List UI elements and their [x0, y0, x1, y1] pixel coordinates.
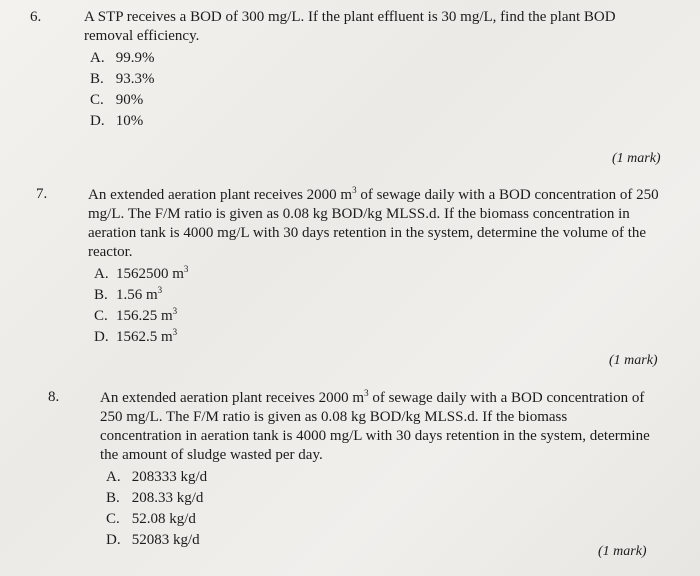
option-d: D. 10% — [90, 113, 144, 129]
question-8-options — [100, 467, 652, 551]
question-6-mark: (1 mark) — [612, 151, 661, 166]
question-8 — [100, 389, 652, 551]
option-c: C. 90% — [90, 92, 144, 108]
option-b: B. 93.3% — [90, 71, 155, 87]
option-b: B. 208.33 kg/d — [106, 490, 204, 506]
option-a: A. 99.9% — [90, 50, 155, 66]
question-6-number: 6. — [30, 9, 42, 25]
question-7-number: 7. — [36, 186, 48, 202]
option-c: C. 52.08 kg/d — [106, 511, 196, 527]
question-8-number: 8. — [48, 389, 60, 405]
question-7 — [88, 186, 660, 348]
option-b: B. 1.56 $m^3$ — [94, 285, 163, 303]
question-7-text: An extended aeration plant receives 2000 $m^3$ of sewage daily with a BOD concentration of 250 mg/L. The F/M ratio is given as 0.08 kg BOD/kg MLSS.d. If the biomass concentration in aeration tank is 4000 mg/L with 30 days retention in the system, determine the volume of the reactor. — [88, 185, 659, 260]
question-7-mark: (1 mark) — [609, 353, 658, 368]
question-6-text: A STP receives a BOD of 300 mg/L. If the plant effluent is 30 mg/L, find the plant BOD removal efficiency. — [84, 9, 616, 44]
option-d: D. 1562.5 $m^3$ — [94, 327, 178, 345]
question-8-mark: (1 mark) — [598, 544, 647, 559]
question-8-text: An extended aeration plant receives 2000 $m^3$ of sewage daily with a BOD concentration of 250 mg/L. The F/M ratio is given as 0.08 kg BOD/kg MLSS.d. If the biomass concentration in aeration tank is 4000 mg/L with 30 days retention in the system, determine the amount of sludge wasted per day. — [100, 388, 650, 463]
option-d: D. 52083 kg/d — [106, 532, 200, 548]
question-7-options — [88, 264, 660, 348]
option-c: C. 156.25 $m^3$ — [94, 306, 178, 324]
option-a: A. 1562500 $m^3$ — [94, 264, 189, 282]
question-6-options — [84, 48, 654, 132]
option-a: A. 208333 kg/d — [106, 469, 208, 485]
question-6 — [84, 8, 654, 132]
